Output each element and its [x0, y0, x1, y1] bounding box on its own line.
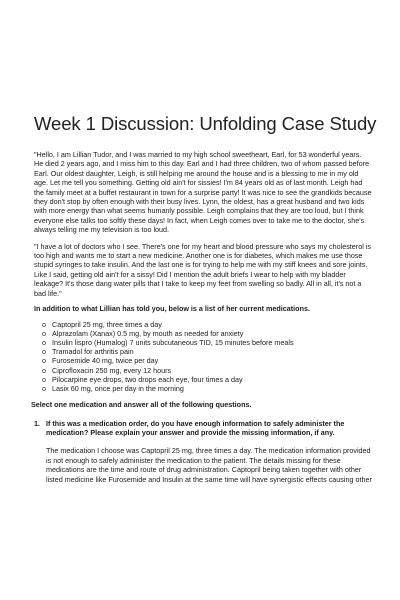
answer-text: The medication I choose was Captopril 25 mg, three times a day. The medication information provided is not enough to safely administer the medication to the patient. The details missing for these medications are the time and route of drug administration. Captopril being taken together with other listed medicine like Furosemide and Insulin at the same time will have synergistic effects causing other [46, 446, 372, 484]
medication-list [34, 320, 372, 394]
medication-item [42, 338, 372, 347]
medication-text: Insulin lispro (Humalog) 7 units subcutaneous TID, 15 minutes before meals [52, 337, 294, 347]
bullet-icon: o [42, 328, 46, 338]
document-title: Week 1 Discussion: Unfolding Case Study [34, 113, 377, 134]
medication-item [42, 347, 372, 356]
question-text: If this was a medication order, do you have enough information to safely administer the medication? Please explain your answer and provide the missing information, if any. [46, 418, 345, 437]
medication-item [42, 356, 372, 365]
bullet-icon: o [42, 337, 46, 347]
medication-text: Lasix 60 mg, once per day in the morning [52, 383, 184, 393]
patient-quote-paragraph-2: "I have a lot of doctors who I see. There's one for my heart and blood pressure who says my cholesterol is too high and wants me to start a new medicine. Another one is for diabetes, which makes me use those stupid syringes to take insulin. And the last one is for trying to help me with my stiff knees and sore joints. Like I said, getting old ain't for a sissy! Did I mention the adult briefs I wear to help with my bladder leakage? It's those dang water pills that I take to keep my feet from swelling so badly. All in all, it's not a bad life." [34, 241, 371, 298]
bullet-icon: o [42, 383, 46, 393]
bullet-icon: o [42, 347, 46, 357]
document-body [31, 150, 372, 484]
medications-intro: In addition to what Lillian has told you, below is a list of her current medications. [34, 304, 310, 314]
medication-text: Tramadol for arthritis pain [52, 347, 134, 357]
medication-item [42, 384, 372, 393]
medication-text: Furosemide 40 mg, twice per day [52, 356, 159, 366]
medication-item [42, 375, 372, 384]
medication-text: Pilocarpine eye drops, two drops each eye, four times a day [52, 374, 243, 384]
medication-item [42, 366, 372, 375]
bullet-icon: o [42, 374, 46, 384]
medication-text: Captopril 25 mg, three times a day [52, 319, 162, 329]
select-instruction: Select one medication and answer all of the following questions. [31, 400, 252, 410]
bullet-icon: o [42, 356, 46, 366]
medication-text: Alprazolam (Xanax) 0.5 mg, by mouth as needed for anxiety [52, 328, 244, 338]
medication-text: Ciprofloxacin 250 mg, every 12 hours [52, 365, 172, 375]
patient-quote-paragraph-1: "Hello, I am Lillian Tudor, and I was married to my high school sweetheart, Earl, for 53 wonderful years. He died 2 years ago, and I miss him to this day. Earl and I had three children, two of whom passed before Earl. Our oldest daughter, Leigh, is still helping me around the house and is a blessing to me in my old age. Let me tell you something. Getting old ain't for sissies! I'm 84 years old as of last month. Leigh had the family meet at a buffet restaurant in town for a surprise party! It was nice to see the grandkids because they don't stop by often enough with their busy lives. Lynn, the oldest, has a great husband and two kids with more energy than what seems humanly possible. Leigh complains that they are too loud, but I think everyone else talks too softly these days! In fact, when Leigh comes over to take me to the doctor, she's always telling me my television is too loud. [34, 150, 372, 235]
bullet-icon: o [42, 319, 46, 329]
question-number: 1. [34, 418, 40, 428]
answer-1 [34, 446, 372, 484]
question-1 [34, 419, 372, 438]
bullet-icon: o [42, 365, 46, 375]
medication-item [42, 329, 372, 338]
medication-item [42, 320, 372, 329]
